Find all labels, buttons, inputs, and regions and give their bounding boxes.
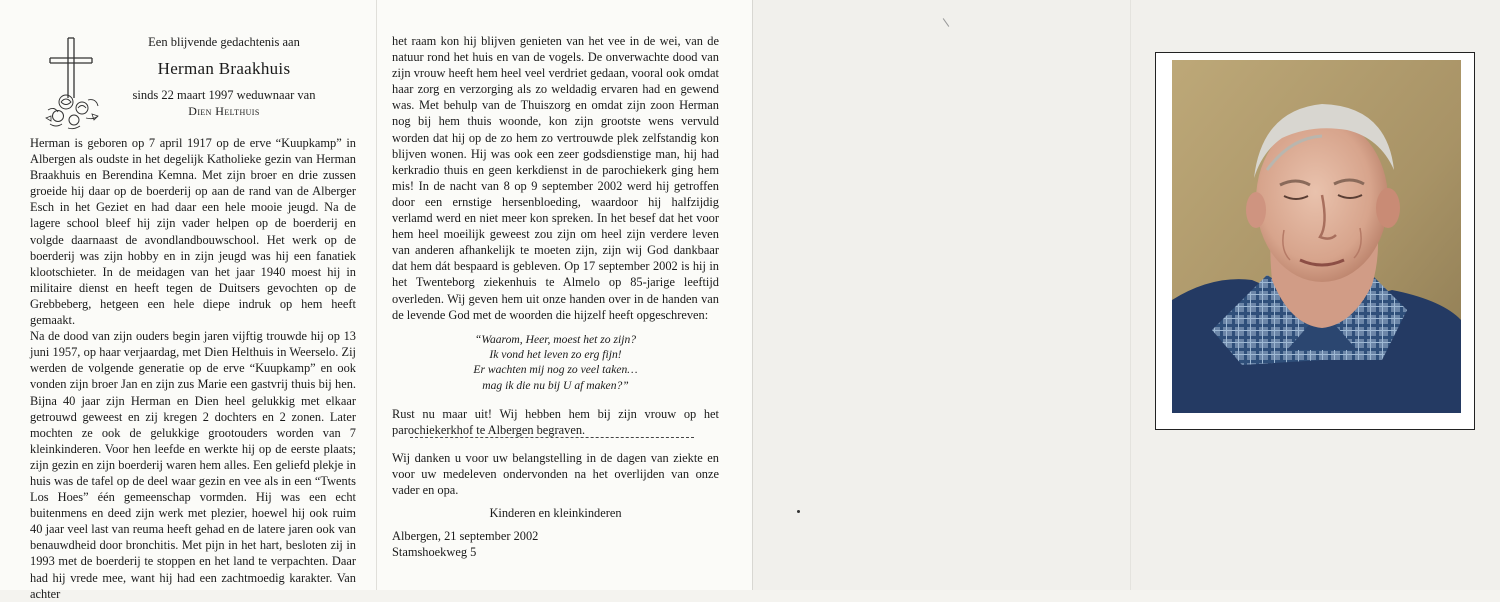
biography-part-1	[30, 135, 356, 602]
portrait-illustration	[1172, 60, 1461, 413]
street-address: Stamshoekweg 5	[392, 545, 477, 560]
biography-paragraph: Na de dood van zijn ouders begin jaren vijftig trouwde hij op 13 juni 1957, op haar verjaardag, met Dien Helthuis in Weerselo. Zij werden de volgende generatie op de erve “Kuupkamp” en ook vonden zijn broer Jan en zijn zus Marie een gastvrij thuis bij hen. Bijna 40 jaar zijn Herman en Dien heel gelukkig met elkaar getrouwd geweest en zij kregen 2 dochters en 2 zonen. Later mochten ze ook de gelukkige grootouders worden van 7 kleinkinderen. Voor hen leefde en werkte hij op de eerste plaats; zijn gezin en zijn boerderij waren hem alles. Een geliefd plekje in huis was de tafel op de deel waar gezin en vee als in een “Twents Los Hoes” één gemeenschap vormden. Hij was een echt buitenmens en deed zijn werk met plezier, hoewel hij ook ruim 40 jaar veel last van reuma heeft gehad en de latere jaren ook van benauwdheid door bronchitis. Met pijn in het hart, besloten zij in 1993 met de boerderij te stoppen en het land te verpachten. Daar had hij vrede mee, want hij had een zachtmoedig karakter. Van achter	[30, 329, 356, 601]
spouse-name: Dien Helthuis	[188, 104, 260, 118]
panel-left	[0, 0, 376, 601]
biography-paragraph: Herman is geboren op 7 april 1917 op de erve “Kuupkamp” in Albergen als oudste in het degelijk Katholieke gezin van Herman Braakhuis en Berendina Kemna. Met zijn broer en drie zussen groeide hij daar op de boerderij op aan de rand van de Alberger Esch in het Geziet en had daar een hele mooie jeugd. Na de lagere school bleef hij zijn vader helpen op de boerderij en volgde daarnaast de avondlandbouwschool. Het werk op de boerderij was zijn hobby en in zijn jeugd was hij een fanatiek klootschieter. In de meidagen van het jaar 1940 moest hij in militaire dienst en heeft tegen de Duitsers gevochten op de Grebbeberg, hetgeen een hele diepe indruk op hem heeft gemaakt.	[30, 136, 356, 328]
poem-line: Er wachten mij nog zo veel taken…	[473, 363, 638, 377]
signature: Kinderen en kleinkinderen	[489, 506, 622, 520]
address-block	[392, 528, 719, 560]
widower-line: sinds 22 maart 1997 weduwnaar van	[132, 88, 316, 102]
paper-speck	[797, 510, 800, 513]
deceased-name: Herman Braakhuis	[157, 59, 291, 78]
paper-mark	[943, 18, 950, 27]
biography-paragraph: het raam kon hij blijven genieten van het vee in de wei, van de natuur rond het huis en van de vogels. De onverwachte dood van zijn vrouw heeft hem heel veel verdriet gedaan, vooral ook omdat haar zorg en verzorging als zo weldadig ervaren had en gewend was. Met behulp van de Thuiszorg en omdat zijn zoon Herman nog bij hem thuis woonde, kon zijn grootste wens vervuld worden dat hij op de zo hem zo vertrouwde plek zelfstandig kon blijven wonen. Hij was ook een zeer godsdienstige man, hij had kerkradio thuis en geen kerkdienst in de parochiekerk ging hem mis! In de nacht van 8 op 9 september 2002 werd hij getroffen door een ernstige hersenbloeding, waardoor hij halfzijdig verlamd werd en niet meer kon spreken. In het besef dat het voor hem heel moeilijk geweest zou zijn om heel zijn verdere leven van anderen afhankelijk te moeten zijn, zijn wij God dankbaar dat hem dát bespaard is gebleven. Op 17 september 2002 is hij in het Twenteborg ziekenhuis te Almelo op 85-jarige leeftijd overleden. Wij geven hem uit onze handen over in de handen van de levende God met de woorden die hijzelf heeft opgeschreven:	[392, 34, 719, 322]
dashed-divider	[410, 437, 694, 438]
portrait-photo	[1172, 60, 1461, 413]
place-date: Albergen, 21 september 2002	[392, 529, 539, 543]
poem-line: “Waarom, Heer, moest het zo zijn?	[474, 333, 637, 346]
header-dedication: Een blijvende gedachtenis aan	[148, 35, 300, 49]
closing-text: Rust nu maar uit! Wij hebben hem bij zijn vrouw op het parochiekerkhof te Albergen begraven.	[392, 407, 719, 438]
thanks-text: Wij danken u voor uw belangstelling in de dagen van ziekte en voor uw medeleven ondervonden na het overlijden van onze vader en opa.	[392, 451, 719, 498]
panel-blank	[752, 0, 1131, 590]
cross-with-roses-icon	[44, 36, 106, 132]
biography-part-2	[392, 33, 719, 323]
poem-line: mag ik die nu bij U af maken?”	[482, 378, 629, 392]
poem	[392, 332, 719, 393]
poem-line: Ik vond het leven zo erg fijn!	[489, 348, 622, 362]
